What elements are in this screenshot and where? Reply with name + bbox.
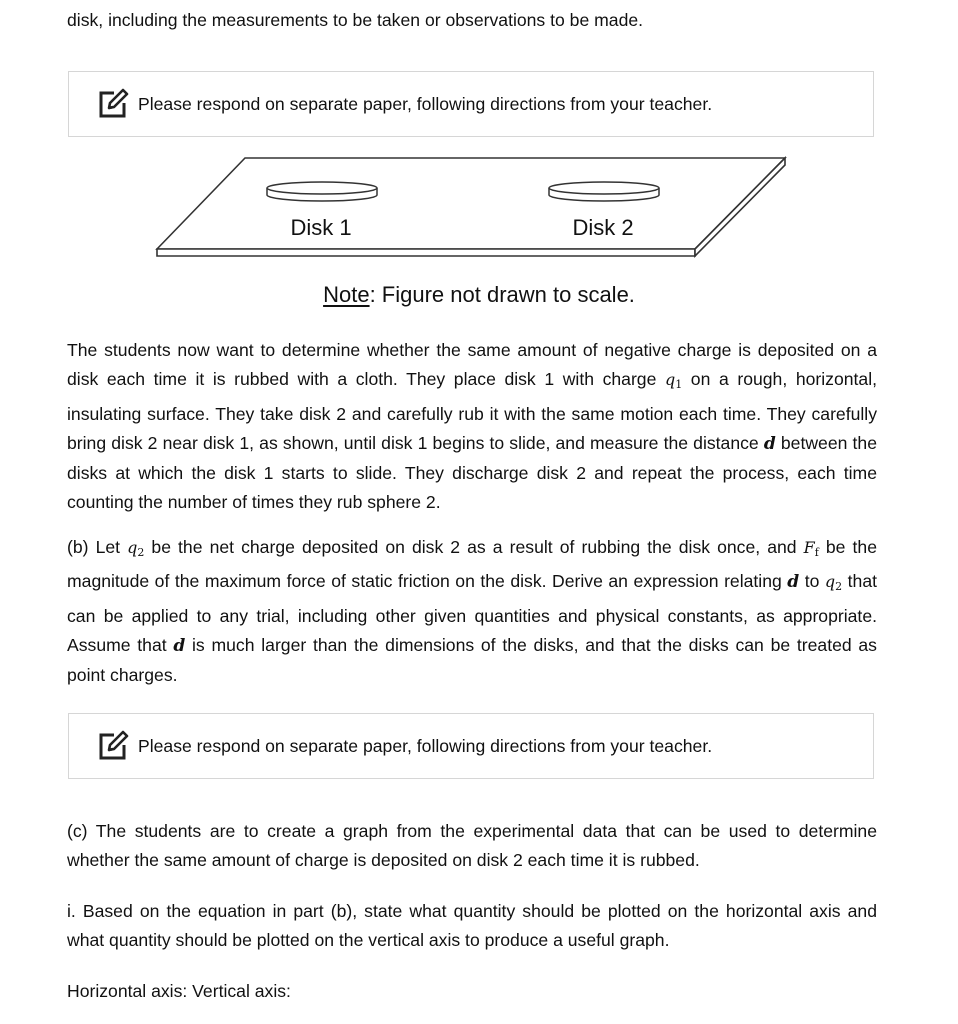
disk-1-label: Disk 1 [290, 215, 352, 240]
d-symbol: d [173, 635, 186, 656]
q2-symbol: $q_2$ [824, 572, 843, 594]
insulating-surface [157, 158, 785, 256]
pencil-edit-icon [96, 88, 129, 121]
part-b-text-6: is much larger than the dimensions of the disks, and that the disks can be treated as point charges. [67, 634, 877, 686]
part-c-question: (c) The students are to create a graph from the experimental data that can be used to determine whether the same amount of charge is deposited on disk 2 each time it is rubbed. [67, 821, 877, 871]
response-notice-2 [68, 713, 874, 779]
description-text-2: on a rough, horizontal, insulating surface. They take disk 2 and carefully rub it with the same motion each time. They carefully bring disk 2 near disk 1, as shown, until disk 1 begins to slide, and measure the distance [67, 369, 877, 453]
ff-symbol: $F_f$ [803, 538, 819, 559]
part-b-question [67, 533, 877, 690]
part-b-text-3: be the magnitude of the maximum force of static friction on the disk. Derive an expression relating [67, 537, 877, 592]
description-text-1: The students now want to determine whether the same amount of negative charge is deposited on a disk each time it is rubbed with a cloth. They place disk 1 with charge [67, 340, 877, 390]
part-b-text-5: that can be applied to any trial, including other given quantities and physical constants, as appropriate. Assume that [67, 571, 877, 655]
part-b-text-4: to [799, 571, 825, 592]
response-notice-text: Please respond on separate paper, following directions from your teacher. [138, 93, 713, 114]
intro-text: disk, including the measurements to be taken or observations to be made. [67, 10, 644, 30]
part-b-text-2: be the net charge deposited on disk 2 as a result of rubbing the disk once, and [144, 537, 804, 557]
experiment-description [67, 336, 877, 518]
disk-1-shape [267, 182, 377, 201]
note-text: : Figure not drawn to scale. [369, 282, 635, 307]
d-symbol: d [787, 572, 800, 593]
note-label: Note [323, 282, 370, 307]
part-c-i-question: i. Based on the equation in part (b), state what quantity should be plotted on the horizontal axis and what quantity should be plotted on the vertical axis to produce a useful graph. [67, 901, 877, 951]
response-notice-text: Please respond on separate paper, following directions from your teacher. [138, 735, 713, 756]
q1-symbol: $q_1$ [664, 370, 683, 392]
d-symbol: d [763, 433, 776, 454]
disks-figure [150, 150, 800, 265]
pencil-edit-icon [96, 730, 129, 763]
axes-prompt: Horizontal axis: Vertical axis: [67, 981, 291, 1001]
response-notice-1 [68, 71, 874, 137]
figure-note [0, 279, 958, 311]
disk-2-label: Disk 2 [572, 215, 634, 240]
description-text-3: between the disks at which the disk 1 starts to slide. They discharge disk 2 and repeat the process, each time counting the number of times they rub sphere 2. [67, 432, 877, 513]
q2-symbol: $q_2$ [127, 538, 145, 559]
disk-2-shape [549, 182, 659, 201]
part-b-text-1: (b) Let [67, 537, 128, 557]
